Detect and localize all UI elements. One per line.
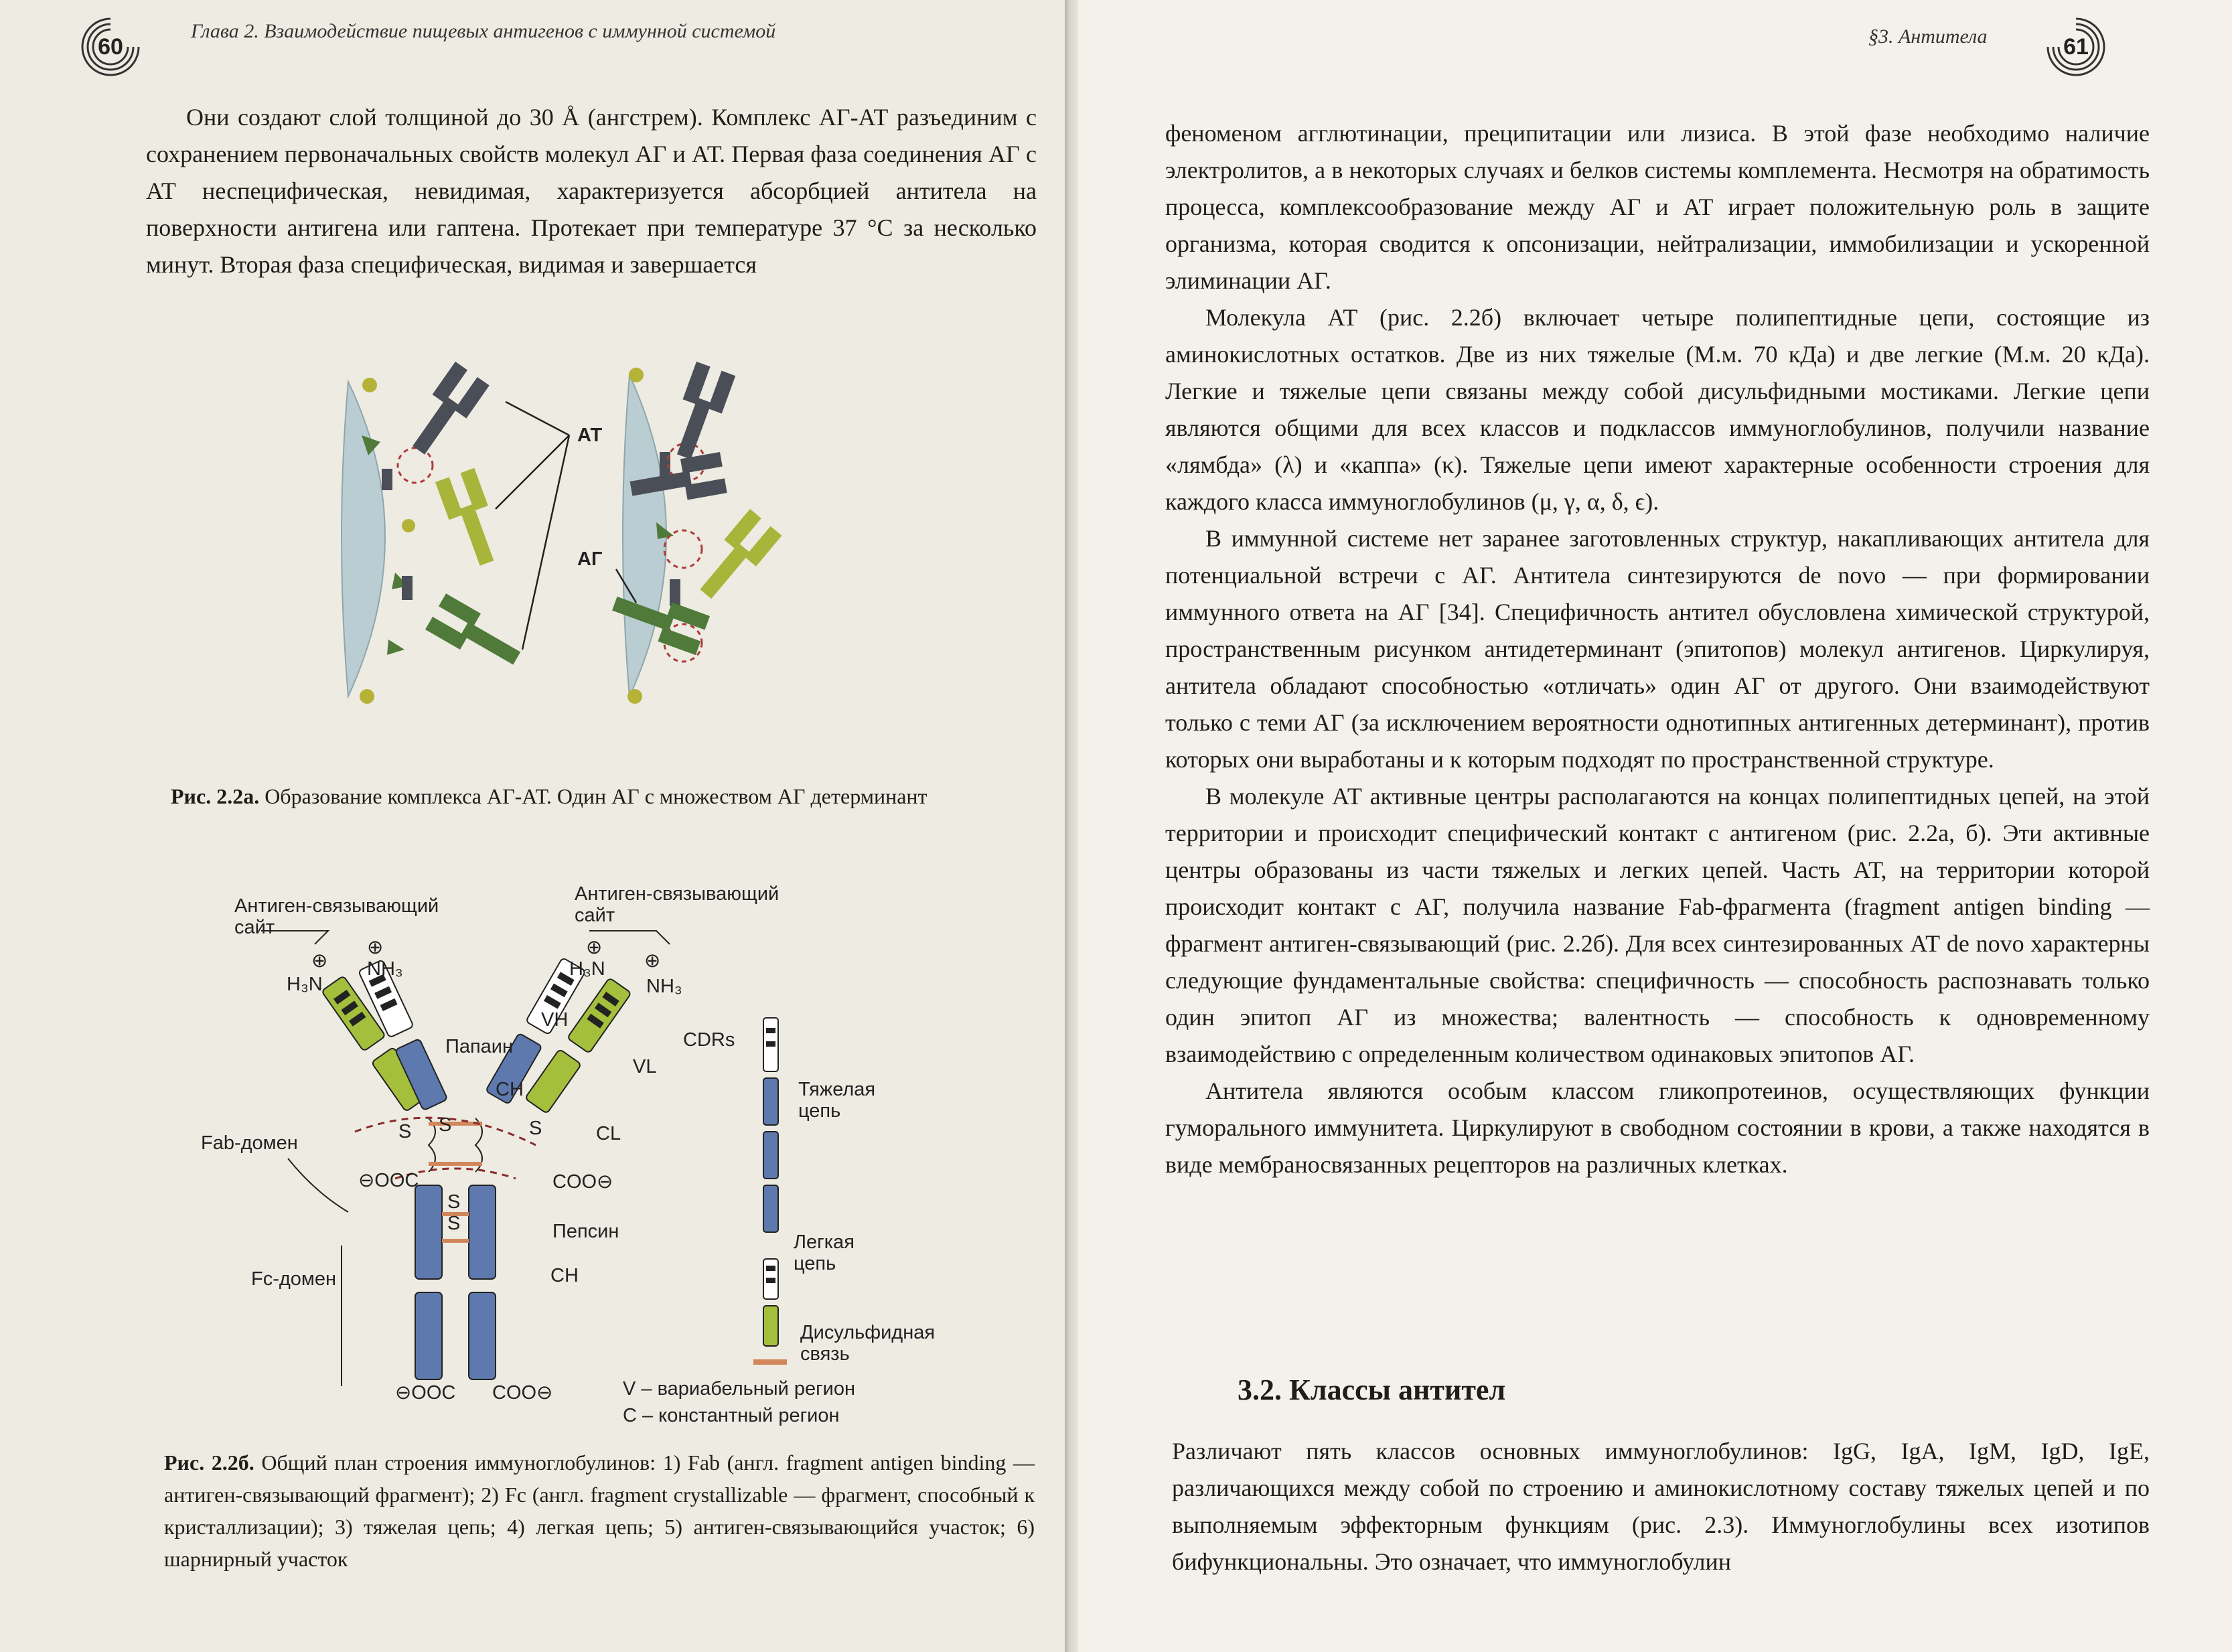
label-light-chain: Легкая цепь [794,1231,854,1274]
label-disulfide: Дисульфидная связь [800,1322,936,1365]
label-h3n-left: H₃N [287,974,323,995]
paragraph: Они создают слой толщиной до 30 Å (ангстрем). Комплекс АГ-АТ разъединим с сохранением первоначальных свойств молекул АГ и АТ. Первая фаза соединения АГ с АТ неспецифическая, невидимая, характеризуется абсорбцией антитела на поверхности антигена или гаптена. Протекает при температуре 37 °С за несколько минут. Вторая фаза специфическая, видимая и завершается [146,104,1037,278]
paragraph: Молекула АТ (рис. 2.2б) включает четыре полипептидные цепи, состоящие из аминокислотных остатков. Две из них тяжелые (М.м. 70 кДа) и две легкие (М.м. 20 кДа). Легкие и тяжелые цепи связаны между собой дисульфидными мостиками. Легкие цепи являются общими для всех классов и подклассов иммуноглобулинов, получили название «лямбда» (λ) и «каппа» (κ). Тяжелые цепи имеют характерные особенности строения для каждого класса иммуноглобулинов (μ, γ, α, δ, ϵ). [1165,304,2150,515]
label-ag: АГ [577,548,603,570]
label-coo-right: COO⊖ [552,1171,613,1193]
page-number-left [77,13,144,80]
plus-left-1: ⊕ [311,950,328,972]
antibody-dark-bound [664,362,735,464]
label-pepsin: Пепсин [552,1221,619,1242]
label-ch-top: CH [496,1079,524,1100]
paragraph: феноменом агглютинации, преципитации или лизиса. В этой фазе необходимо наличие электролитов, а в некоторых случаях и белков системы комплемента. Несмотря на обратимость процесса, комплексообразование между АГ и АТ играет положительную роль в защите организма, которая сводится к опсонизации, нейтрализации, иммобилизации и ускоренной элиминации АГ. [1165,120,2150,294]
right-page [1078,0,2232,1652]
label-cdrs: CDRs [683,1029,735,1051]
label-s-2: S [439,1114,452,1136]
caption-fig-2-2b [164,1446,1035,1575]
plus-right-2: ⊕ [644,950,661,972]
book-gutter [1065,0,1078,1652]
page-number-text: 60 [98,34,123,60]
label-cl: CL [596,1123,621,1144]
page-number-right [2042,13,2109,80]
plus-right-1: ⊕ [586,937,603,958]
caption-text: Образование комплекса АГ-АТ. Один АГ с множеством АГ детерминант [265,784,927,808]
label-s-5: S [447,1213,461,1234]
paragraph: Различают пять классов основных иммуноглобулинов: IgG, IgA, IgM, IgD, IgE, различающихся между собой по строению и аминокислотному составу тяжелых цепей и по выполняемым эффекторным функциям (рис. 2.3). Иммуноглобулины всех изотипов бифункциональны. Это означает, что иммуноглобулин [1172,1438,2150,1575]
label-fab-domain: Fab-домен [201,1132,298,1154]
label-ch-bottom: CH [550,1265,579,1286]
antibody-dark-free [402,362,490,462]
caption-label: Рис. 2.2б. [164,1450,254,1475]
antibody-green-free [425,593,527,676]
label-s-3: S [529,1118,542,1139]
antibody-yellowgreen-bound [690,509,782,607]
label-nh3-left: NH₃ [367,958,403,980]
section-body [1172,1433,2150,1580]
caption-label: Рис. 2.2а. [171,784,260,808]
label-ooc-bottom: ⊖OOC [395,1382,456,1404]
label-s-4: S [447,1191,461,1213]
section-title: 3.2. Классы антител [1238,1373,1506,1406]
running-head-right: §3. Антитела [1868,25,1988,48]
label-antigen-site-left: Антиген-связывающий сайт [234,895,439,938]
paragraph: Антитела являются особым классом гликопротеинов, осуществляющих функции гуморального иммунитета. Циркулируют в свободном состоянии в крови, а также находятся в виде мембраносвязанных рецепторов на различных клетках. [1165,1077,2150,1178]
plus-left-2: ⊕ [367,937,384,958]
antigen-cell-left [342,378,433,704]
caption-fig-2-2a [171,780,1035,812]
label-s-1: S [398,1121,412,1142]
legend-v: V – вариабельный регион [623,1378,856,1400]
label-papain: Папаин [445,1036,514,1057]
figure-2-2a [321,335,790,723]
antibody-yellowgreen-free [435,468,506,571]
annotation-arrows [496,402,636,650]
label-antigen-site-right: Антиген-связывающий сайт [575,883,779,926]
label-at: АТ [577,425,603,446]
legend-light-chain [763,1259,778,1346]
legend-disulfide [753,1359,787,1365]
right-body [1165,115,2150,1183]
label-nh3-right: NH₃ [646,976,682,997]
paragraph: В иммунной системе нет заранее заготовленных структур, накапливающих антитела для потенциальной встречи с АГ. Антитела синтезируются de novo — при формировании иммунного ответа на АГ [34]. Специфичность антител обусловлена химической структурой, пространственным рисунком антидетерминант (эпитопов) молекул антигенов. Циркулируя, антитела обладают способностью «отличать» один АГ от другого. Они взаимодействуют только с теми АГ (за исключением вероятности однотипных антигенных детерминант), против которых они выработаны и к которым подходят по пространственной структуре. [1165,525,2150,773]
label-heavy-chain: Тяжелая цепь [798,1079,876,1122]
label-h3n-right: H₃N [569,958,605,980]
legend-heavy-chain [763,1018,778,1232]
left-paragraph [146,99,1037,283]
label-vl: VL [633,1056,657,1077]
paragraph: В молекуле АТ активные центры располагаются на концах полипептидных цепей, на этой территории и происходит специфический контакт с антигеном (рис. 2.2а, б). Эти активные центры образованы из части тяжелых и легких цепей. Часть АТ, на территории которой происходит контакт с АГ, получила название Fab-фрагмента (fragment antigen binding — фрагмент антиген-связывающий (рис. 2.2б). Для всех синтезированных АТ de novo характерны следующие фундаментальные свойства: специфичность — способность распознавать только один эпитоп АГ из множества; валентность — способность к одновременному взаимодействию с определенным количеством одинаковых эпитопов АГ. [1165,783,2150,1067]
page-number-text: 61 [2063,34,2089,60]
disulfide-bond [429,1162,482,1166]
running-head-left: Глава 2. Взаимодействие пищевых антигенов с иммунной системой [191,20,776,42]
label-fc-domain: Fc-домен [251,1268,337,1290]
left-page [0,0,1065,1652]
legend-c: C – константный регион [623,1405,840,1426]
caption-text: Общий план строения иммуноглобулинов: 1) Fab (англ. fragment antigen binding — антиген-связывающий фрагмент); 2) Fc (англ. fragment crystallizable — фрагмент, способный к кристаллизации); 3) тяжелая цепь; 4) легкая цепь; 5) антиген-связывающийся участок; 6) шарнирный участок [164,1450,1035,1571]
label-vh: VH [541,1009,569,1031]
label-ooc-left: ⊖OOC [358,1170,419,1191]
label-coo-bottom: COO⊖ [492,1382,553,1404]
